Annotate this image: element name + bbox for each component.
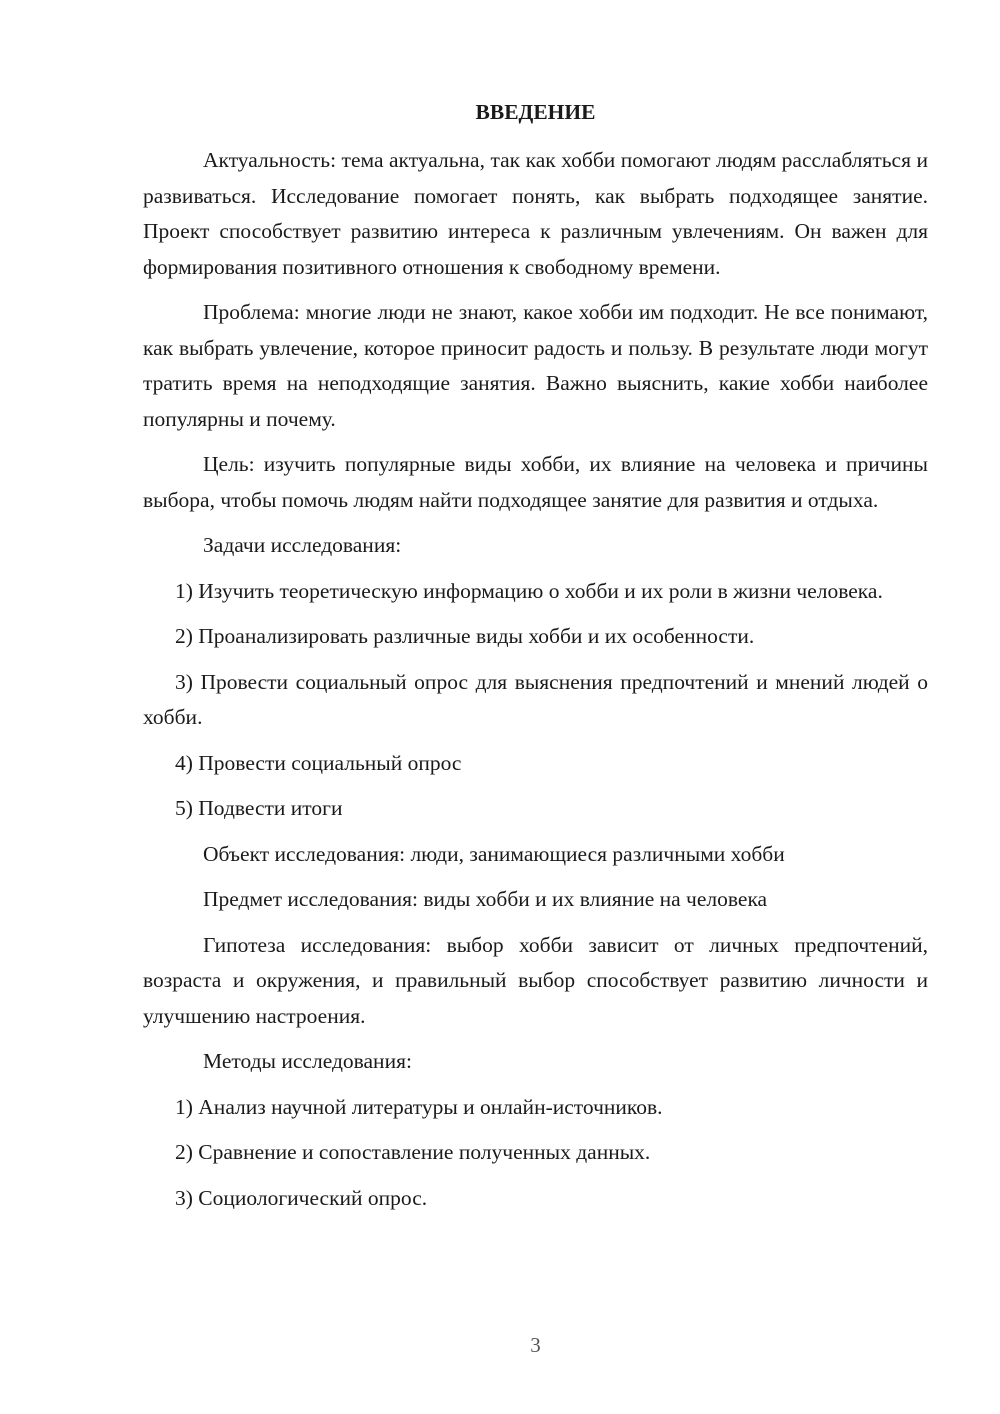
document-page (143, 0, 928, 1414)
page-title: ВВЕДЕНИЕ (475, 100, 596, 124)
research-object: Объект исследования: люди, занимающиеся различными хобби (203, 841, 785, 866)
goal-paragraph: Цель: изучить популярные виды хобби, их влияние на человека и причины выбора, чтобы помочь людям найти подходящее занятие для развития и отдыха. (143, 452, 928, 512)
task-item-5: 5) Подвести итоги (175, 796, 343, 820)
method-item-3: 3) Социологический опрос. (175, 1185, 428, 1210)
task-item-1: 1) Изучить теоретическую информацию о хобби и их роли в жизни человека. (175, 578, 883, 603)
problem-paragraph: Проблема: многие люди не знают, какое хобби им подходит. Не все понимают, как выбрать увлечение, которое приносит радость и пользу. В результате люди могут тратить время на неподходящие занятия. Важно выяснить, какие хобби наиболее популярны и почему. (143, 300, 928, 431)
task-item-4: 4) Провести социальный опрос (175, 750, 462, 775)
task-item-3: 3) Провести социальный опрос для выяснения предпочтений и мнений людей о хобби. (143, 669, 928, 729)
document-body (143, 143, 928, 1226)
relevance-paragraph: Актуальность: тема актуальна, так как хобби помогают людям расслабляться и развиваться. Исследование помогает понять, как выбрать подходящее занятие. Проект способствует развитию интереса к различным увлечениям. Он важен для формирования позитивного отношения к свободному времени. (143, 148, 928, 279)
tasks-heading: Задачи исследования: (203, 533, 402, 557)
task-item-2: 2) Проанализировать различные виды хобби и их особенности. (175, 624, 755, 648)
method-item-2: 2) Сравнение и сопоставление полученных данных. (175, 1140, 651, 1164)
research-hypothesis: Гипотеза исследования: выбор хобби зависит от личных предпочтений, возраста и окружения, и правильный выбор способствует развитию личности и улучшению настроения. (143, 932, 928, 1028)
method-item-1: 1) Анализ научной литературы и онлайн-источников. (175, 1094, 663, 1119)
page-number: 3 (530, 1333, 541, 1357)
methods-heading: Методы исследования: (203, 1049, 412, 1073)
research-subject: Предмет исследования: виды хобби и их влияние на человека (203, 887, 768, 911)
